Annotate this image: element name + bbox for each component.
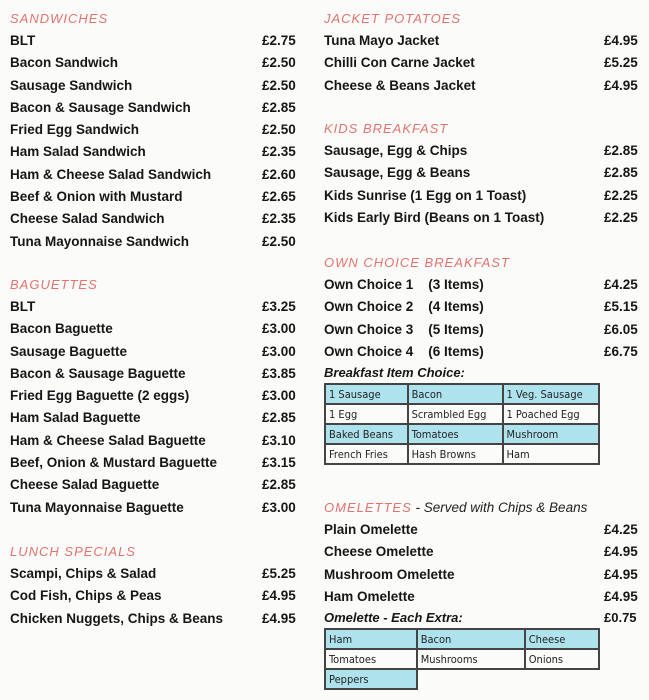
menu-item xyxy=(10,52,310,74)
choice-cell: French Fries xyxy=(325,444,408,464)
menu-item xyxy=(324,162,644,184)
item-price: £2.35 xyxy=(262,144,296,160)
item-price: £2.85 xyxy=(604,165,638,181)
item-price: £4.25 xyxy=(604,277,638,292)
item-price: £3.25 xyxy=(262,299,296,314)
choice-cell: Hash Browns xyxy=(408,444,503,464)
choice-cell: Bacon xyxy=(408,384,503,404)
item-name: Cheese & Beans Jacket xyxy=(324,77,476,93)
item-price: £5.25 xyxy=(604,55,638,71)
item-price: £2.85 xyxy=(262,410,296,426)
menu-item xyxy=(10,318,310,340)
menu-item xyxy=(10,164,310,186)
menu-item xyxy=(10,75,310,97)
menu-item xyxy=(10,608,310,630)
item-price: £4.95 xyxy=(262,610,296,626)
item-name: Ham Omelette xyxy=(324,588,415,604)
item-name: Ham Salad Sandwich xyxy=(10,144,146,160)
item-name: Own Choice 4 (6 Items) xyxy=(324,343,484,359)
item-name: Bacon Baguette xyxy=(10,321,113,337)
item-price: £2.35 xyxy=(262,211,296,227)
item-price: £4.95 xyxy=(604,77,638,93)
choice-cell: Baked Beans xyxy=(325,424,408,444)
choice-row xyxy=(325,424,599,444)
menu-item xyxy=(10,452,310,474)
choice-cell: 1 Sausage xyxy=(325,384,408,404)
item-name: Scampi, Chips & Salad xyxy=(10,566,157,581)
item-name: Kids Sunrise (1 Egg on 1 Toast) xyxy=(324,187,527,203)
choice-cell: Tomatoes xyxy=(408,424,503,444)
menu-item xyxy=(10,296,310,318)
item-name: Bacon Sandwich xyxy=(10,55,119,71)
item-price: £4.95 xyxy=(604,33,638,48)
item-name: Ham Salad Baguette xyxy=(10,410,141,426)
item-name: Own Choice 1 (3 Items) xyxy=(324,277,484,292)
section-title: BAGUETTES xyxy=(10,277,98,292)
menu-item xyxy=(10,97,310,119)
choice-cell: Ham xyxy=(503,444,600,464)
item-name: Cheese Omelette xyxy=(324,544,434,560)
item-name: Sausage Sandwich xyxy=(10,77,133,93)
item-price: £3.00 xyxy=(262,499,296,515)
item-price: £6.75 xyxy=(604,343,638,359)
choice-row xyxy=(325,444,599,464)
item-price: £4.95 xyxy=(262,588,296,604)
menu-item xyxy=(10,585,310,607)
menu-item xyxy=(324,564,644,586)
item-price: £4.25 xyxy=(604,522,638,537)
item-name: Chicken Nuggets, Chips & Beans xyxy=(10,610,224,626)
menu-item xyxy=(10,141,310,163)
item-price: £2.60 xyxy=(262,166,296,182)
choice-cell: Mushrooms xyxy=(417,649,525,669)
item-price: £2.85 xyxy=(604,143,638,158)
item-price: £6.05 xyxy=(604,321,638,337)
item-price: £2.65 xyxy=(262,189,296,205)
menu-item xyxy=(324,30,644,52)
item-price: £2.85 xyxy=(262,99,296,115)
menu-item xyxy=(10,208,310,230)
item-price: £4.95 xyxy=(604,544,638,560)
menu-item xyxy=(324,541,644,563)
choice-cell: Tomatoes xyxy=(325,649,417,669)
item-name: Mushroom Omelette xyxy=(324,566,455,582)
menu-item xyxy=(10,407,310,429)
item-name: BLT xyxy=(10,299,36,314)
item-name: Bacon & Sausage Baguette xyxy=(10,365,186,381)
section-subtitle: - Served with Chips & Beans xyxy=(411,500,588,515)
item-name: Sausage Baguette xyxy=(10,343,128,359)
baguettes-section xyxy=(10,274,310,519)
item-name: Tuna Mayonnaise Sandwich xyxy=(10,233,190,249)
menu-item xyxy=(10,474,310,496)
menu-item xyxy=(10,186,310,208)
choice-cell: 1 Veg. Sausage xyxy=(503,384,600,404)
menu-item xyxy=(324,519,644,541)
section-title: JACKET POTATOES xyxy=(324,11,462,26)
item-name: Kids Early Bird (Beans on 1 Toast) xyxy=(324,209,545,225)
menu-item xyxy=(324,185,644,207)
item-name: Tuna Mayonnaise Baguette xyxy=(10,499,184,515)
menu-item xyxy=(10,363,310,385)
item-price: £2.50 xyxy=(262,55,296,71)
choice-cell: Cheese xyxy=(525,629,599,649)
item-price: £2.25 xyxy=(604,187,638,203)
item-name: Own Choice 3 (5 Items) xyxy=(324,321,484,337)
choice-cell: Scrambled Egg xyxy=(408,404,503,424)
section-title: LUNCH SPECIALS xyxy=(10,544,136,559)
item-name: Fried Egg Baguette (2 eggs) xyxy=(10,388,190,404)
choice-cell: Bacon xyxy=(417,629,525,649)
item-name: Cheese Salad Baguette xyxy=(10,477,160,493)
item-price: £4.95 xyxy=(604,566,638,582)
choice-row xyxy=(325,384,599,404)
choice-cell: Peppers xyxy=(325,669,417,689)
menu-item xyxy=(10,231,310,253)
menu-item xyxy=(10,385,310,407)
menu-item xyxy=(324,52,644,74)
menu-item xyxy=(10,30,310,52)
item-price: £3.85 xyxy=(262,365,296,381)
item-name: Ham & Cheese Salad Sandwich xyxy=(10,166,212,182)
item-name: Tuna Mayo Jacket xyxy=(324,33,440,48)
choice-cell xyxy=(525,669,599,689)
kids-breakfast-section xyxy=(324,118,644,229)
breakfast-choice-label: Breakfast Item Choice: xyxy=(324,365,465,381)
choice-cell: Ham xyxy=(325,629,417,649)
choice-row xyxy=(325,649,599,669)
item-price: £3.15 xyxy=(262,455,296,471)
menu-item xyxy=(324,296,644,318)
own-choice-section xyxy=(324,252,644,465)
menu-item xyxy=(10,563,310,585)
item-price: £2.85 xyxy=(262,477,296,493)
item-price: £3.00 xyxy=(262,343,296,359)
item-price: £2.25 xyxy=(604,209,638,225)
menu-item xyxy=(324,140,644,162)
choice-row xyxy=(325,669,599,689)
sandwiches-section xyxy=(10,8,310,253)
item-name: Sausage, Egg & Beans xyxy=(324,165,471,181)
item-price: £3.10 xyxy=(262,432,296,448)
menu-item xyxy=(324,274,644,296)
menu-item xyxy=(10,497,310,519)
item-name: Cheese Salad Sandwich xyxy=(10,211,165,227)
extra-label: Omelette - Each Extra: xyxy=(324,610,463,626)
item-name: Beef & Onion with Mustard xyxy=(10,189,183,205)
item-price: £3.00 xyxy=(262,321,296,337)
lunch-specials-section xyxy=(10,541,310,630)
menu-item xyxy=(324,341,644,363)
item-name: Sausage, Egg & Chips xyxy=(324,143,468,158)
item-price: £2.50 xyxy=(262,122,296,138)
choice-row xyxy=(325,629,599,649)
menu-item xyxy=(10,430,310,452)
item-price: £5.25 xyxy=(262,566,296,581)
section-title: OWN CHOICE BREAKFAST xyxy=(324,255,510,270)
item-price: £3.00 xyxy=(262,388,296,404)
item-name: Ham & Cheese Salad Baguette xyxy=(10,432,206,448)
section-title: OMELETTES xyxy=(324,500,412,515)
item-name: Fried Egg Sandwich xyxy=(10,122,140,138)
item-name: Plain Omelette xyxy=(324,522,418,537)
menu-item xyxy=(10,341,310,363)
item-name: BLT xyxy=(10,33,36,48)
item-price: £5.15 xyxy=(604,299,638,315)
item-price: £2.75 xyxy=(262,33,296,48)
menu-item xyxy=(324,75,644,97)
section-title: SANDWICHES xyxy=(10,11,109,26)
menu-item xyxy=(324,207,644,229)
item-name: Bacon & Sausage Sandwich xyxy=(10,99,191,115)
choice-cell: Onions xyxy=(525,649,599,669)
item-name: Chilli Con Carne Jacket xyxy=(324,55,475,71)
item-price: £2.50 xyxy=(262,233,296,249)
jacket-potatoes-section xyxy=(324,8,644,97)
item-name: Own Choice 2 (4 Items) xyxy=(324,299,484,315)
item-price: £2.50 xyxy=(262,77,296,93)
omelettes-section xyxy=(324,497,644,690)
choice-cell xyxy=(417,669,525,689)
extra-price: £0.75 xyxy=(604,610,637,626)
menu-item xyxy=(324,319,644,341)
section-title: KIDS BREAKFAST xyxy=(324,121,449,136)
item-price: £4.95 xyxy=(604,588,638,604)
choice-cell: 1 Egg xyxy=(325,404,408,424)
choice-cell: Mushroom xyxy=(503,424,600,444)
menu-item xyxy=(10,119,310,141)
item-name: Cod Fish, Chips & Peas xyxy=(10,588,162,604)
choice-row xyxy=(325,404,599,424)
item-name: Beef, Onion & Mustard Baguette xyxy=(10,455,218,471)
menu-item xyxy=(324,586,644,608)
choice-cell: 1 Poached Egg xyxy=(503,404,600,424)
